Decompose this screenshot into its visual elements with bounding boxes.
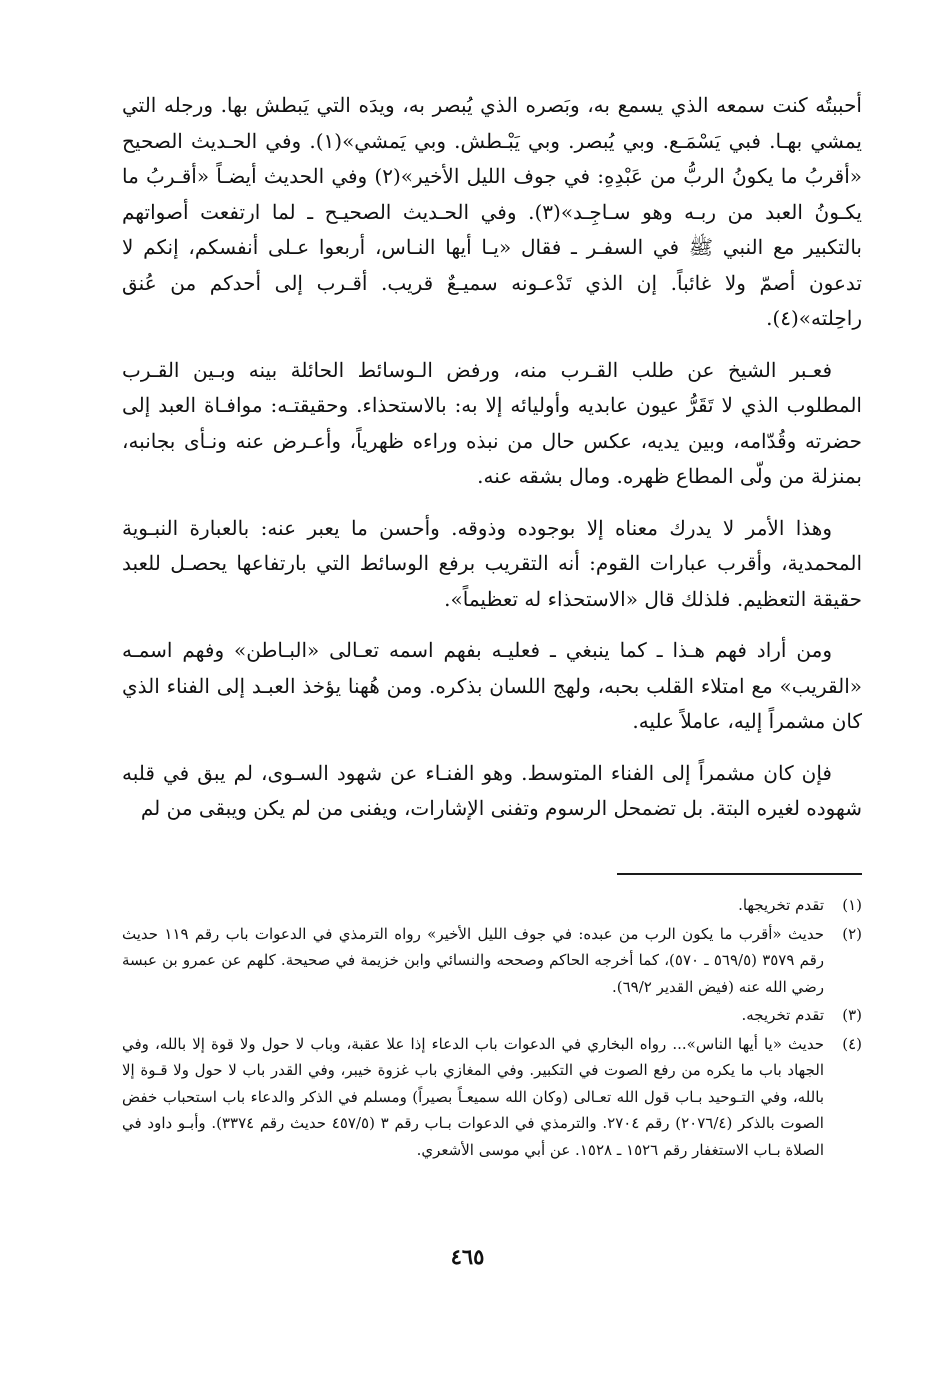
footnote-marker: (١) bbox=[842, 896, 862, 914]
footnotes-section bbox=[122, 892, 862, 1165]
paragraph-1: أحببتُه كنت سمعه الذي يسمع به، وبَصره الذي يُبصر به، ويدَه التي يَبطش بها. ورجله التي يمشي بهـا. فبي يَسْمَـع. وبي يُبصر. وبي يَبْـطش. وبي يَمشي»(١). وفي الحـديث الصحيح «أقربُ ما يكونُ الربُّ من عَبْدِهِ: في جوف الليل الأخير»(٢) وفي الحديث أيضـاً «أقـربُ ما يكـونُ العبد من ربـه وهو سـاجِـد»(٣). وفي الحـديث الصحيـح ـ لما ارتفعت أصواتهم بالتكبير مع النبي ﷺ في السفـر ـ فقال «يـا أيها النـاس، أربعوا عـلى أنفسكم، إنكم لا تدعون أصمّ ولا غائباً. إن الذي تَدْعـونه سميـعٌ قريب. أقـرب إلى أحدكم من عُنق راحِلته»(٤). bbox=[122, 93, 862, 330]
footnote-divider bbox=[617, 873, 862, 875]
footnote-marker: (٣) bbox=[842, 1006, 862, 1024]
footnote-text: حديث «يا أيها الناس»... رواه البخاري في الدعوات باب الدعاء إذا علا عقبة، وباب لا حول ولا قوة إلا بالله، وفي الجهاد باب ما يكره من رفع الصوت في التكبير. وفي المغازي باب غزوة خيبر، وفي القدر باب لا حول ولا قـوة إلا بالله، وفي التـوحيد بـاب قول الله تعـالى (وكان الله سميعـاً بصيراً) ومسلم في الذكر والدعاء باب استحباب خفض الصوت بالذكر (٢٠٧٦/٤) رقم ٢٧٠٤. والترمذي في الدعوات بـاب رقم ٣ (٤٥٧/٥ حديث رقم ٣٣٧٤). وأبـو داود في الصلاة بـاب الاستغفار رقم ١٥٢٦ ـ ١٥٢٨. عن أبي موسى الأشعري. bbox=[122, 1034, 824, 1159]
footnote-marker: (٤) bbox=[842, 1034, 862, 1053]
paragraph-4: ومن أراد فهم هـذا ـ كما ينبغي ـ فعليـه بفهم اسمه تعـالى «البـاطن» وفهم اسمـه «القريب» مع امتلاء القلب بحبه، ولهج اللسان بذكره. ومن هُهنا يؤخذ العبـد إلى الفناء الذي كان مشمراً إليه، عاملاً عليه. bbox=[122, 638, 862, 733]
page-number: ٤٦٥ bbox=[450, 1244, 485, 1269]
footnote-3 bbox=[122, 1002, 862, 1029]
main-text-body bbox=[122, 88, 862, 843]
paragraph-3: وهذا الأمر لا يدرك معناه إلا بوجوده وذوقه. وأحسن ما يعبر عنه: بالعبارة النبـوية المحمدية، وأقرب عبارات القوم: أنه التقريب برفع الوسائط التي بارتفاعها يحصـل للعبد حقيقة التعظيم. فلذلك قال «الاستحذاء له تعظيماً». bbox=[122, 515, 862, 611]
footnote-text: تقدم تخريجها. bbox=[738, 896, 824, 914]
footnote-2 bbox=[122, 921, 862, 1001]
footnote-marker: (٢) bbox=[842, 924, 862, 943]
footnote-1 bbox=[122, 892, 862, 919]
footnote-text: تقدم تخريجه. bbox=[741, 1006, 824, 1024]
paragraph-2: فعـبر الشيخ عن طلب القـرب منه، ورفض الـوسائط الحائلة بينه وبـين القـرب المطلوب الذي لا تَقَرُّ عيون عابديه وأوليائه إلا به: بالاستحذاء. وحقيقتـه: موافـاة العبد إلى حضرته وقُدّامه، وبين يديه، عكس حال من نبذه وراءه ظهرياً، وأعـرض عنه ونـأى بجانبه، بمنزلة من ولّى المطاع ظهره. ومال بشقه عنه. bbox=[122, 357, 862, 488]
footnote-4 bbox=[122, 1031, 862, 1164]
footnote-text: حديث «أقرب ما يكون الرب من عبده: في جوف الليل الأخير» رواه الترمذي في الدعوات باب رقم ١١٩ حديث رقم ٣٥٧٩ (٥٦٩/٥ ـ ٥٧٠)، كما أخرجه الحاكم وصححه والنسائي وابن خزيمة في صحيحة. كلهم عن عمرو بن عبسة رضي الله عنه (فيض القدير ٦٩/٢). bbox=[122, 924, 825, 996]
paragraph-5: فإن كان مشمراً إلى الفناء المتوسط. وهو الفنـاء عن شهود السـوى، لم يبق في قلبه شهوده لغيره البتة. بل تضمحل الرسوم وتفنى الإشارات، ويفنى من لم يكن ويبقى من لم bbox=[122, 760, 862, 820]
